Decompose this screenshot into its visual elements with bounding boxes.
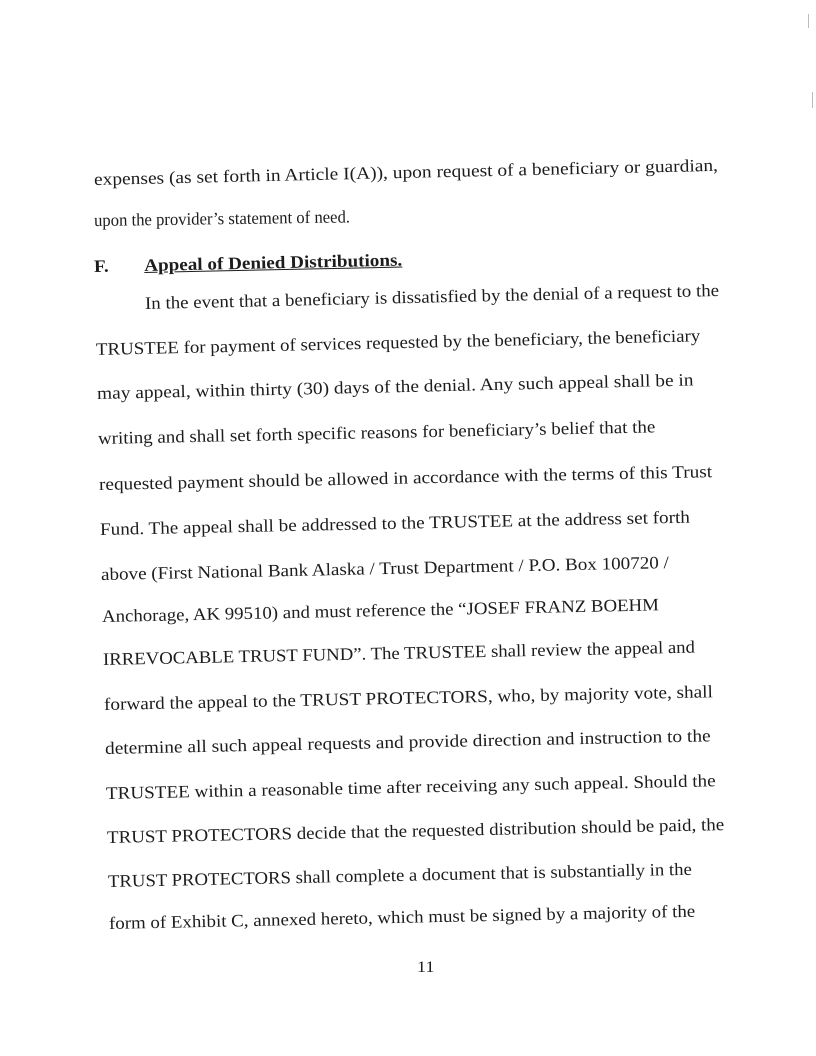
body-line-11: IRREVOCABLE TRUST FUND”. The TRUSTEE shall review the appeal and (102, 636, 696, 669)
body-line-17: form of Exhibit C, annexed hereto, which must be signed by a majority of the (108, 900, 696, 933)
body-line-13: determine all such appeal requests and provide direction and instruction to the (104, 725, 711, 758)
body-line-3: In the event that a beneficiary is dissatisfied by the denial of a request to the (144, 279, 720, 313)
scan-edge-mark (812, 92, 813, 108)
body-line-10: Anchorage, AK 99510) and must reference the “JOSEF FRANZ BOEHM (101, 594, 660, 626)
body-line-6: writing and shall set forth specific reasons for beneficiary’s belief that the (97, 416, 656, 448)
section-label: F. (93, 255, 109, 276)
section-heading (94, 249, 403, 277)
section-title: Appeal of Denied Distributions. (144, 249, 403, 275)
body-line-16: TRUST PROTECTORS shall complete a document that is substantially in the (107, 858, 693, 891)
body-line-15: TRUST PROTECTORS decide that the requested distribution should be paid, the (106, 814, 725, 847)
body-line-5: may appeal, within thirty (30) days of the denial. Any such appeal shall be in (96, 369, 694, 403)
body-line-1: expenses (as set forth in Article I(A)), upon request of a beneficiary or guardian, (93, 154, 719, 189)
body-line-12: forward the appeal to the TRUST PROTECTORS, who, by majority vote, shall (103, 681, 714, 714)
page-number: 11 (416, 959, 435, 976)
body-line-14: TRUSTEE within a reasonable time after receiving any such appeal. Should the (105, 770, 716, 803)
body-line-4: TRUSTEE for payment of services requested by the beneficiary, the beneficiary (95, 325, 701, 359)
body-line-2: upon the provider’s statement of need. (93, 206, 351, 230)
scan-edge-mark (808, 14, 809, 28)
body-line-9: above (First National Bank Alaska / Trust Department / P.O. Box 100720 / (100, 552, 670, 584)
body-line-7: requested payment should be allowed in accordance with the terms of this Trust (98, 461, 713, 494)
body-line-8: Fund. The appeal shall be addressed to the TRUSTEE at the address set forth (99, 506, 691, 539)
